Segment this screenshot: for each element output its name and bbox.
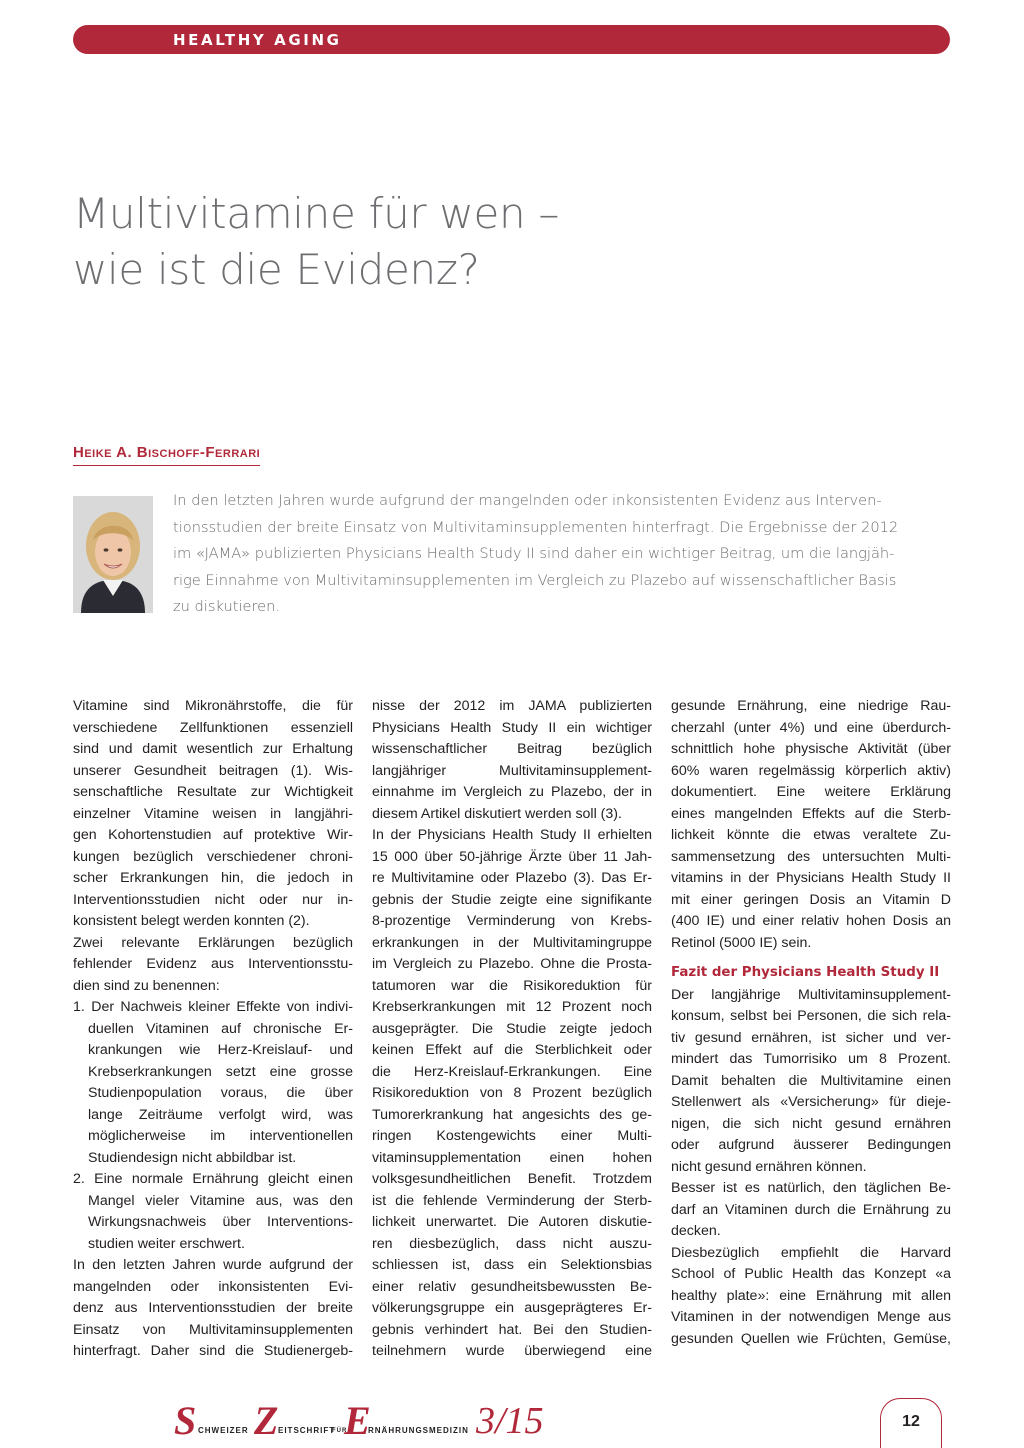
body-line: cherzahl (unter 4%) und eine überdurch- <box>671 719 951 736</box>
section-subheading: Fazit der Physicians Health Study II <box>671 965 940 980</box>
body-line: gesunden Quellen wie Früchten, Gemüse, <box>671 1330 951 1347</box>
body-line: hinterfragt. Daher sind die Studienergeb- <box>73 1343 353 1359</box>
body-line: gen Kohortenstudien auf protektive Wir- <box>73 827 353 843</box>
body-line: ringen Kostengewichts einer Multi- <box>372 1128 652 1144</box>
body-line: Tumorerkrankung hat angesichts des ge- <box>372 1106 652 1123</box>
body-line: darf an Vitaminen durch die Ernährung zu <box>671 1201 951 1218</box>
body-line: senschaftliche Resultate zur Wichtigkeit <box>73 784 353 800</box>
body-line: vitamins in der Physicians Health Study II <box>671 870 951 886</box>
body-line: ren diesbezüglich, dass nicht auszu- <box>372 1235 652 1252</box>
body-line: Vitamine sind Mikronährstoffe, die für <box>73 698 353 714</box>
body-line: sind und damit wesentlich zur Erhaltung <box>73 741 353 757</box>
body-line: (400 IE) und einer relativ hohen Dosis an <box>671 913 951 929</box>
body-line: diesem Artikel diskutiert werden soll (3). <box>372 805 622 822</box>
body-line: tiv gesund ernähren, ist sicher und ver- <box>671 1029 951 1046</box>
body-line: Stellenwert als «Versicherung» für dieje- <box>671 1094 951 1110</box>
list-item-line: Wirkungsnachweis über Interventions- <box>88 1214 353 1230</box>
page-number: 12 <box>902 1413 920 1430</box>
body-column-1 <box>73 696 353 1363</box>
body-line: sammensetzung des untersuchten Multi- <box>671 848 951 865</box>
body-line: keinen Effekt auf die Sterblichkeit oder <box>372 1042 652 1058</box>
body-line: wissenschaftlicher Beitrag bezüglich <box>372 741 652 757</box>
page-number-tab <box>880 1398 942 1448</box>
title-line: Multivitamine für wen – <box>73 189 560 238</box>
abstract-line: zu diskutieren. <box>173 598 281 615</box>
author-photo <box>73 496 153 613</box>
body-line: gesunde Ernährung, eine niedrige Rau- <box>671 698 951 714</box>
list-item-line: lange Zeiträume verfolgt wird, was <box>88 1106 353 1123</box>
issue-number: 3/15 <box>476 1400 544 1442</box>
body-line: vitaminsupplementation einen hohen <box>372 1149 652 1166</box>
body-line: erkrankungen in der Multivitamingruppe <box>372 934 652 951</box>
body-line: mangelnden oder inkonsistenten Evi- <box>73 1278 353 1295</box>
body-line: völkerungsgruppe ein ausgeprägteres Er- <box>372 1300 652 1316</box>
list-item-line: Studienpopulation voraus, die über <box>88 1085 353 1101</box>
body-line: Risikoreduktion von 8 Prozent bezüglich <box>372 1085 652 1101</box>
list-item-line: Studiendesign nicht abbildbar ist. <box>88 1149 297 1166</box>
body-line: Einsatz von Multivitaminsupplementen <box>73 1321 353 1338</box>
body-line: Besser ist es natürlich, den täglichen Be- <box>671 1180 951 1196</box>
body-line: dien sind zu benennen: <box>73 977 220 994</box>
body-line: konsum, selbst bei Personen, die sich rela- <box>671 1008 951 1024</box>
body-line: 60% waren regelmässig körperlich aktiv) <box>671 762 951 779</box>
body-line: lichkeit könnte die etwas veraltete Zu- <box>671 827 951 843</box>
body-line: ist die fehlende Verminderung der Sterb- <box>372 1192 652 1209</box>
body-line: 15 000 über 50-jährige Ärzte über 11 Jah- <box>372 848 652 865</box>
body-line: nisse der 2012 im JAMA publizierten <box>372 698 652 714</box>
body-line: volksgesundheitlichen Benefit. Trotzdem <box>372 1171 652 1187</box>
body-line: Zwei relevante Erklärungen bezüglich <box>73 934 353 951</box>
list-item-line: studien weiter erschwert. <box>88 1235 245 1252</box>
body-line: mit einer geringen Dosis an Vitamin D <box>671 891 951 908</box>
journal-logo <box>174 1397 594 1441</box>
body-line: teilnehmern wurde überwiegend eine <box>372 1343 652 1359</box>
body-line: In den letzten Jahren wurde aufgrund der <box>73 1257 353 1273</box>
body-line: healthy plate»: eine Ernährung mit allen <box>671 1287 951 1304</box>
logo-letter-s: S <box>174 1398 197 1443</box>
list-item-line: möglicherweise im interventionellen <box>88 1128 353 1144</box>
body-line: denz aus Interventionsstudien der breite <box>73 1300 353 1316</box>
section-label: HEALTHY AGING <box>173 31 342 49</box>
article-abstract <box>173 488 948 621</box>
body-column-3 <box>671 696 951 1350</box>
body-line: fehlender Evidenz aus Interventionsstu- <box>73 956 353 972</box>
body-line: Der langjährige Multivitaminsupplement- <box>671 986 951 1003</box>
list-item-line: duellen Vitaminen auf chronische Er- <box>88 1020 353 1037</box>
body-line: In der Physicians Health Study II erhielten <box>372 827 652 843</box>
body-line: die Herz-Kreislauf-Erkrankungen. Eine <box>372 1063 652 1080</box>
body-line: ausgeprägter. Die Studie zeigte jedoch <box>372 1020 652 1037</box>
body-column-2 <box>372 696 652 1363</box>
body-line: konsistent belegt werden konnten (2). <box>73 913 310 929</box>
body-line: dokumentiert. Eine weitere Erklärung <box>671 784 951 800</box>
body-line: decken. <box>671 1223 721 1239</box>
body-line: 8-prozentige Verminderung von Krebs- <box>372 913 652 929</box>
abstract-line: In den letzten Jahren wurde aufgrund der mangelnden oder inkonsistenten Evidenz aus Interven- <box>173 492 882 509</box>
article-title <box>73 186 953 298</box>
author-portrait-icon <box>73 496 153 613</box>
body-line: Vitaminen in der notwendigen Menge aus <box>671 1309 951 1325</box>
body-line: Physicians Health Study II ein wichtiger <box>372 719 652 736</box>
body-line: verschiedene Zellfunktionen essenziell <box>73 719 353 736</box>
body-line: nigen, die sich nicht gesund ernähren <box>671 1115 951 1132</box>
list-item-line: krankungen wie Herz-Kreislauf- und <box>88 1042 353 1058</box>
list-item-line: 2. Eine normale Ernährung gleicht einen <box>73 1171 353 1187</box>
list-item-line: Mangel vieler Vitamine aus, was den <box>88 1192 353 1209</box>
body-line: im Vergleich zu Plazebo. Ohne die Prosta- <box>372 956 652 972</box>
body-line: Krebserkrankungen mit 12 Prozent noch <box>372 999 652 1015</box>
body-line: Diesbezüglich empfiehlt die Harvard <box>671 1244 951 1261</box>
logo-word-zeitschrift: EITSCHRIFT <box>278 1426 336 1435</box>
logo-word-ernaehrungsmedizin: RNÄHRUNGSMEDIZIN <box>368 1426 469 1435</box>
body-line: re Multivitamine oder Plazebo (3). Das Er- <box>372 870 652 886</box>
list-item-line: 1. Der Nachweis kleiner Effekte von indivi- <box>73 999 353 1015</box>
body-line: nicht gesund ernähren können. <box>671 1158 867 1175</box>
body-line: einnahme im Vergleich zu Plazebo, der in <box>372 784 652 800</box>
logo-letter-e: E <box>344 1398 371 1443</box>
body-line: oder aufgrund äusserer Bedingungen <box>671 1137 951 1153</box>
body-line: schnittlich hohe physische Aktivität (über <box>671 741 951 757</box>
body-line: scher Erkrankungen hin, die jedoch in <box>73 870 353 886</box>
body-line: kungen bezüglich verschiedener chroni- <box>73 848 353 865</box>
section-banner <box>73 25 950 54</box>
body-line: einer relativ gesundheitsbewussten Be- <box>372 1278 652 1295</box>
logo-word-schweizer: CHWEIZER <box>198 1426 249 1435</box>
body-line: mindert das Tumorrisiko um 8 Prozent. <box>671 1051 951 1067</box>
body-line: lichkeit unerwartet. Die Autoren diskutie- <box>372 1214 652 1230</box>
body-line: schliessen ist, dass ein Selektionsbias <box>372 1257 652 1273</box>
body-line: Damit behalten die Multivitamine einen <box>671 1072 951 1089</box>
body-line: unserer Gesundheit beitragen (1). Wis- <box>73 762 353 779</box>
body-line: School of Public Health das Konzept «a <box>671 1266 951 1282</box>
title-line: wie ist die Evidenz? <box>73 245 480 294</box>
abstract-line: im «JAMA» publizierten Physicians Health Study II sind daher ein wichtiger Beitrag, um die langjäh- <box>173 545 895 562</box>
list-item-line: Krebserkrankungen setzt eine grosse <box>88 1063 353 1080</box>
author-name: Heike A. Bischoff-Ferrari <box>73 444 260 466</box>
body-line: gebnis der Studie zeigte eine signifikante <box>372 891 652 908</box>
logo-word-fuer: FÜR <box>332 1428 348 1434</box>
body-line: gebnis verhindert hat. Bei den Studien- <box>372 1321 652 1338</box>
body-line: langjähriger Multivitaminsupplement- <box>372 762 652 779</box>
abstract-line: tionsstudien der breite Einsatz von Multivitaminsupplementen hinterfragt. Die Ergebnisse der 2012 <box>173 518 899 536</box>
body-line: Retinol (5000 IE) sein. <box>671 934 812 951</box>
body-line: eines mangelnden Effekts auf die Sterb- <box>671 805 951 822</box>
logo-letter-z: Z <box>254 1398 279 1443</box>
body-line: tatumoren war die Risikoreduktion für <box>372 977 652 994</box>
abstract-line: rige Einnahme von Multivitaminsupplementen im Vergleich zu Plazebo auf wissenschaftlicher Basis <box>173 571 897 589</box>
body-line: einzelner Vitamine weisen in langjähri- <box>73 805 353 822</box>
body-line: Interventionsstudien nicht oder nur in- <box>73 891 353 908</box>
